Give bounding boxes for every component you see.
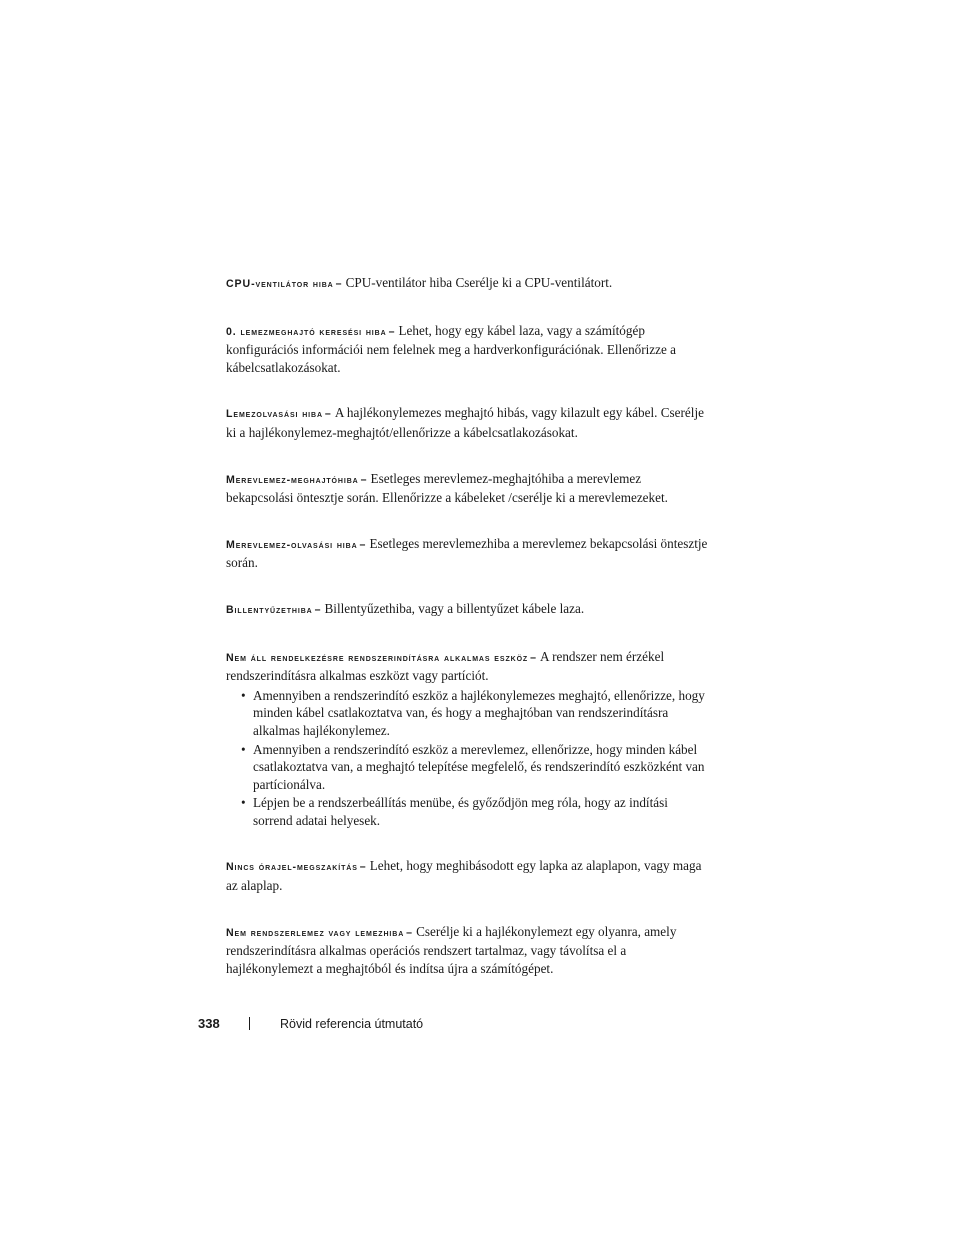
entry-dash: – xyxy=(359,538,366,551)
entry-hard-drive-read-error xyxy=(226,535,710,572)
bullet-glyph: • xyxy=(241,741,246,757)
page-number: 338 xyxy=(198,1016,220,1031)
document-body xyxy=(226,274,710,1005)
entry-dash: – xyxy=(324,408,331,421)
footer-separator xyxy=(249,1017,250,1030)
entry-cpu-fan-error xyxy=(226,274,710,294)
footer-title: Rövid referencia útmutató xyxy=(280,1016,424,1031)
entry-text: Cserélje ki a hajlékonylemezt egy olyanra, amely rendszerindításra alkalmas operációs rendszert tartalmaz, vagy távolítsa el a hajlékonylemezt a meghajtóból és indítsa újra a számítógépet. xyxy=(226,923,677,976)
entry-term: 0. lemezmeghajtó keresési hiba xyxy=(226,325,387,338)
entry-term: Merevlemez-olvasási hiba xyxy=(226,538,358,551)
bullet-item xyxy=(226,794,710,829)
entry-non-system-disk xyxy=(226,923,710,978)
entry-no-boot-device xyxy=(226,648,710,830)
entry-term: Nem rendszerlemez vagy lemezhiba xyxy=(226,926,405,939)
entry-keyboard-error xyxy=(226,600,710,620)
bullet-item xyxy=(226,741,710,794)
entry-dash: – xyxy=(406,926,413,939)
bullet-text: Amennyiben a rendszerindító eszköz a merevlemez, ellenőrizze, hogy minden kábel csatlakoztatva van, a meghajtó telepítése megfelelő, és rendszerindító eszközként van partícionálva. xyxy=(253,741,705,792)
bullet-list xyxy=(226,687,710,830)
entry-dash: – xyxy=(388,325,395,338)
entry-term: CPU-ventilátor hiba xyxy=(226,278,334,290)
bullet-glyph: • xyxy=(241,795,246,811)
page-footer xyxy=(198,1016,423,1031)
entry-term: Lemezolvasási hiba xyxy=(226,408,323,421)
bullet-text: Amennyiben a rendszerindító eszköz a hajlékonylemezes meghajtó, ellenőrizze, hogy minden kábel csatlakoztatva van, és hogy a meghajtóban van rendszerindításra alkalmas hajlékonylemez. xyxy=(253,687,705,738)
entry-dash: – xyxy=(335,278,342,290)
bullet-glyph: • xyxy=(241,687,246,703)
entry-term: Merevlemez-meghajtóhiba xyxy=(226,473,359,486)
entry-term: Nem áll rendelkezésre rendszerindításra alkalmas eszköz xyxy=(226,651,529,664)
entry-text: Esetleges merevlemez-meghajtóhiba a merevlemez bekapcsolási öntesztje során. Ellenőrizze a kábeleket /cserélje ki a merevlemezeket. xyxy=(226,470,668,506)
entry-dash: – xyxy=(314,603,321,616)
entry-text: Lehet, hogy meghibásodott egy lapka az alaplapon, vagy maga az alaplap. xyxy=(226,858,702,894)
entry-text: Esetleges merevlemezhiba a merevlemez bekapcsolási öntesztje során. xyxy=(226,535,708,571)
entry-text: A hajlékonylemezes meghajtó hibás, vagy kilazult egy kábel. Cserélje ki a hajlékonylemez-meghajtót/ellenőrizze a kábelcsatlakozásokat. xyxy=(226,405,704,440)
bullet-item xyxy=(226,687,710,740)
entry-term: Nincs órajel-megszakítás xyxy=(226,861,358,874)
entry-hard-drive-error xyxy=(226,470,710,507)
entry-text: A rendszer nem érzékel rendszerindításra alkalmas eszközt vagy partíciót. xyxy=(226,648,665,684)
entry-disk-seek-error xyxy=(226,322,710,377)
bullet-text: Lépjen be a rendszerbeállítás menübe, és győződjön meg róla, hogy az indítási sorrend adatai helyesek. xyxy=(253,795,668,828)
entry-text: Lehet, hogy egy kábel laza, vagy a számítógép konfigurációs információi nem felelnek meg a hardverkonfigurációnak. Ellenőrizze a kábelcsatlakozásokat. xyxy=(226,322,677,375)
entry-dash: – xyxy=(360,473,367,486)
entry-text: Billentyűzethiba, vagy a billentyűzet kábele laza. xyxy=(324,600,585,616)
entry-dash: – xyxy=(530,651,536,664)
entry-text: CPU-ventilátor hiba Cserélje ki a CPU-ventilátort. xyxy=(345,275,613,290)
entry-dash: – xyxy=(359,861,366,874)
entry-no-timer-tick xyxy=(226,857,710,894)
entry-term: Billentyűzethiba xyxy=(226,603,313,616)
entry-diskette-read-error xyxy=(226,404,710,441)
